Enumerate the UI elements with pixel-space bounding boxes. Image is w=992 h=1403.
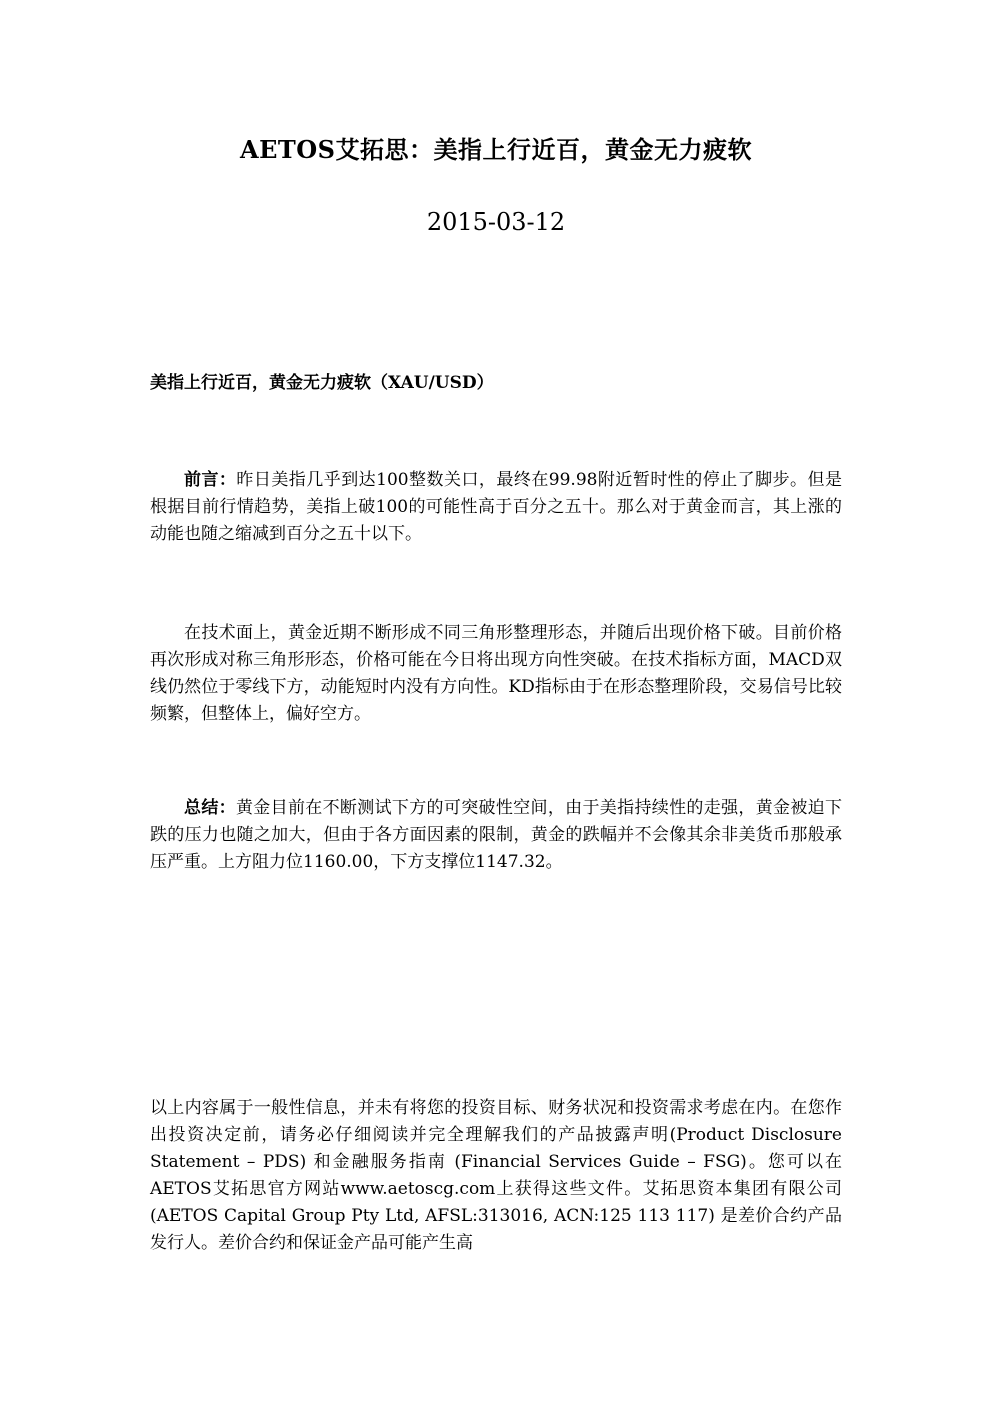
disclaimer-paragraph: 以上内容属于一般性信息，并未有将您的投资目标、财务状况和投资需求考虑在内。在您作出投资决定前，请务必仔细阅读并完全理解我们的产品披露声明(Product Disclosure Statement – PDS) 和金融服务指南 (Financial Services Guide – FSG)。您可以在AETOS艾拓思官方网站www.aetoscg.com上获得这些文件。艾拓思资本集团有限公司(AETOS Capital Group Pty Ltd, AFSL:313016, ACN:125 113 117) 是差价合约产品发行人。差价合约和保证金产品可能产生高 [150,1098,842,1253]
document-title: AETOS艾拓思：美指上行近百，黄金无力疲软 [239,135,752,164]
intro-text: 昨日美指几乎到达100整数关口，最终在99.98附近暂时性的停止了脚步。但是根据目前行情趋势，美指上破100的可能性高于百分之五十。那么对于黄金而言，其上涨的动能也随之缩减到百分之五十以下。 [150,470,842,544]
document-date: 2015-03-12 [426,208,566,236]
technical-text: 在技术面上，黄金近期不断形成不同三角形整理形态，并随后出现价格下破。目前价格再次形成对称三角形形态，价格可能在今日将出现方向性突破。在技术指标方面，MACD双线仍然位于零线下方，动能短时内没有方向性。KD指标由于在形态整理阶段，交易信号比较频繁，但整体上，偏好空方。 [150,623,842,724]
summary-text: 黄金目前在不断测试下方的可突破性空间，由于美指持续性的走强，黄金被迫下跌的压力也随之加大，但由于各方面因素的限制，黄金的跌幅并不会像其余非美货币那般承压严重。上方阻力位1160.00，下方支撑位1147.32。 [150,798,843,872]
intro-label: 前言： [184,470,237,490]
summary-label: 总结： [184,798,236,818]
summary-paragraph [150,795,842,876]
technical-paragraph [150,620,842,728]
intro-paragraph [150,467,842,548]
section-subtitle: 美指上行近百，黄金无力疲软（XAU/USD） [150,373,494,393]
